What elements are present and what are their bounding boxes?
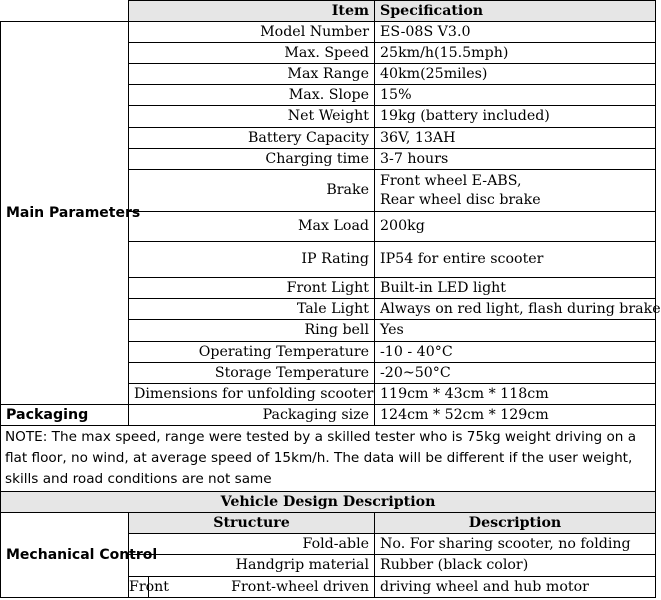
row-item: Handgrip material [129,555,375,577]
row-value: Built-in LED light [375,278,656,299]
row-item: Charging time [129,149,375,170]
brake-rear-line: Rear wheel disc brake [380,191,541,208]
note-text: NOTE: The max speed, range were tested by a skilled tester who is 75kg weight driving on a flat floor, no wind, at average speed of 15km/h. The data will be different if the user weight, skills and road conditions are not same [1,426,656,492]
row-value: IP54 for entire scooter [375,242,656,278]
row-item: Battery Capacity [129,128,375,149]
row-item: Front Light [129,278,375,299]
vehicle-design-header-row [1,513,656,534]
note-row [1,426,656,492]
row-item: Operating Temperature [129,342,375,363]
row-item: Max. Speed [129,43,375,64]
vehicle-design-title: Vehicle Design Description [1,492,656,513]
item-header: Item [129,1,375,22]
row-value: driving wheel and hub motor [375,577,656,598]
row-value: ES-08S V3.0 [375,22,656,43]
table-header-row [1,1,656,22]
row-item: Storage Temperature [129,363,375,384]
row-value: 19kg (battery included) [375,106,656,128]
packaging-item: Packaging size [129,405,375,426]
row-item: Dimensions for unfolding scooter [129,384,375,405]
mechanical-control-label: Mechanical Control [1,513,129,598]
table-row [1,22,656,43]
row-value: 119cm * 43cm * 118cm [375,384,656,405]
row-item: Fold-able [129,534,375,555]
row-item: Tale Light [129,299,375,320]
front-sub-label: Front [129,577,149,598]
row-item: Net Weight [129,106,375,128]
row-value: -10 - 40°C [375,342,656,363]
row-value: 36V, 13AH [375,128,656,149]
vehicle-design-title-row [1,492,656,513]
brake-front-line: Front wheel E-ABS, [380,172,522,189]
row-item: Max Range [129,64,375,85]
row-item: IP Rating [129,242,375,278]
row-value: 40km(25miles) [375,64,656,85]
row-item: Brake [129,170,375,212]
packaging-label: Packaging [1,405,129,426]
row-value: No. For sharing scooter, no folding [375,534,656,555]
specification-header: Specification [375,1,656,22]
row-item: Max Load [129,212,375,242]
packaging-value: 124cm * 52cm * 129cm [375,405,656,426]
row-value: 200kg [375,212,656,242]
row-value: 15% [375,85,656,106]
row-item: Model Number [129,22,375,43]
main-parameters-label: Main Parameters [1,22,129,405]
packaging-row [1,405,656,426]
description-header: Description [375,513,656,534]
row-value: Yes [375,320,656,342]
structure-header: Structure [129,513,375,534]
row-value: 3-7 hours [375,149,656,170]
row-item: Max. Slope [129,85,375,106]
row-value: 25km/h(15.5mph) [375,43,656,64]
row-value [375,170,656,212]
row-value: Rubber (black color) [375,555,656,577]
row-item: Ring bell [129,320,375,342]
row-item: Front-wheel driven [149,577,375,598]
row-value: -20~50°C [375,363,656,384]
row-value: Always on red light, flash during brake [375,299,656,320]
